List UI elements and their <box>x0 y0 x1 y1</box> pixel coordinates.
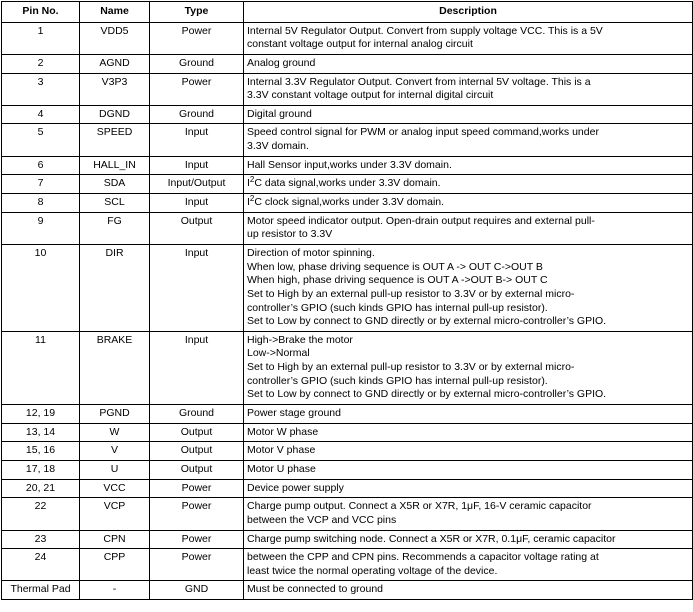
cell-type: Input <box>150 156 244 175</box>
cell-pin-no: 9 <box>2 212 80 244</box>
description-line: Speed control signal for PWM or analog input speed command,works under <box>247 126 599 139</box>
table-row <box>2 244 693 331</box>
cell-description <box>244 105 693 124</box>
table-row <box>2 442 693 461</box>
table-header-row <box>2 2 693 23</box>
cell-description <box>244 479 693 498</box>
description-line: Charge pump switching node. Connect a X5R or X7R, 0.1μF, ceramic capacitor <box>247 532 616 545</box>
description-line: between the VCP and VCC pins <box>247 513 397 526</box>
column-header-type: Type <box>150 2 244 23</box>
cell-type: Output <box>150 442 244 461</box>
description-line: least twice the normal operating voltage of the device. <box>247 564 498 577</box>
table-row <box>2 460 693 479</box>
description-line: constant voltage output for internal analog circuit <box>247 38 473 51</box>
cell-pin-no: 1 <box>2 22 80 54</box>
cell-type: Ground <box>150 405 244 424</box>
cell-pin-no: 15, 16 <box>2 442 80 461</box>
description-line: $I^2C$ data signal,works under 3.3V domain. <box>247 175 441 190</box>
cell-type: Output <box>150 212 244 244</box>
cell-name: VCP <box>80 498 150 530</box>
table-row <box>2 549 693 581</box>
cell-description <box>244 194 693 213</box>
table-row <box>2 498 693 530</box>
cell-name: VCC <box>80 479 150 498</box>
table-row <box>2 194 693 213</box>
description-line: controller’s GPIO (such kinds GPIO has internal pull-up resistor). <box>247 374 548 387</box>
description-line: controller’s GPIO (such kinds GPIO has internal pull-up resistor). <box>247 301 548 314</box>
cell-type: Input/Output <box>150 175 244 194</box>
cell-name: FG <box>80 212 150 244</box>
description-line: Low->Normal <box>247 347 310 360</box>
cell-pin-no: 8 <box>2 194 80 213</box>
cell-pin-no: Thermal Pad <box>2 581 80 600</box>
description-line: up resistor to 3.3V <box>247 228 333 241</box>
cell-name: BRAKE <box>80 331 150 404</box>
description-line: Set to High by an external pull-up resistor to 3.3V or by external micro- <box>247 287 575 300</box>
cell-pin-no: 12, 19 <box>2 405 80 424</box>
cell-description <box>244 212 693 244</box>
cell-name: W <box>80 423 150 442</box>
cell-description <box>244 124 693 156</box>
cell-type: Output <box>150 423 244 442</box>
cell-name: SCL <box>80 194 150 213</box>
cell-type: Ground <box>150 54 244 73</box>
cell-name: CPP <box>80 549 150 581</box>
cell-description <box>244 331 693 404</box>
cell-type: Power <box>150 22 244 54</box>
cell-name: DGND <box>80 105 150 124</box>
cell-type: Output <box>150 460 244 479</box>
table-row <box>2 423 693 442</box>
description-line: 3.3V domain. <box>247 140 309 153</box>
pin-description-table <box>1 1 693 600</box>
table-row <box>2 73 693 105</box>
description-line: between the CPP and CPN pins. Recommends a capacitor voltage rating at <box>247 551 599 564</box>
cell-description <box>244 54 693 73</box>
table-row <box>2 212 693 244</box>
cell-name: U <box>80 460 150 479</box>
cell-type: Ground <box>150 105 244 124</box>
table-row <box>2 124 693 156</box>
cell-pin-no: 13, 14 <box>2 423 80 442</box>
cell-type: Input <box>150 244 244 331</box>
cell-type: Power <box>150 530 244 549</box>
cell-pin-no: 7 <box>2 175 80 194</box>
cell-description <box>244 22 693 54</box>
cell-pin-no: 24 <box>2 549 80 581</box>
description-line: Internal 5V Regulator Output. Convert from supply voltage VCC. This is a 5V <box>247 24 603 37</box>
description-line: Set to Low by connect to GND directly or by external micro-controller’s GPIO. <box>247 388 607 401</box>
description-line: Power stage ground <box>247 407 341 420</box>
description-line: Analog ground <box>247 56 316 69</box>
cell-pin-no: 23 <box>2 530 80 549</box>
description-line: Set to Low by connect to GND directly or by external micro-controller’s GPIO. <box>247 315 607 328</box>
description-line: Motor U phase <box>247 462 316 475</box>
cell-type: Input <box>150 194 244 213</box>
description-line: When low, phase driving sequence is OUT A -> OUT C->OUT B <box>247 260 543 273</box>
cell-name: SDA <box>80 175 150 194</box>
cell-name: V <box>80 442 150 461</box>
description-line: Device power supply <box>247 481 344 494</box>
cell-name: VDD5 <box>80 22 150 54</box>
table-row <box>2 54 693 73</box>
cell-description <box>244 244 693 331</box>
cell-pin-no: 10 <box>2 244 80 331</box>
cell-pin-no: 5 <box>2 124 80 156</box>
description-line: $I^2C$ clock signal,works under 3.3V domain. <box>247 194 445 209</box>
description-line: Hall Sensor input,works under 3.3V domain. <box>247 158 452 171</box>
description-line: Motor V phase <box>247 444 316 457</box>
cell-description <box>244 460 693 479</box>
table-row <box>2 105 693 124</box>
description-line: Motor speed indicator output. Open-drain output requires and external pull- <box>247 214 595 227</box>
cell-type: Input <box>150 124 244 156</box>
description-line: When high, phase driving sequence is OUT A ->OUT B-> OUT C <box>247 274 548 287</box>
cell-type: Power <box>150 479 244 498</box>
cell-pin-no: 3 <box>2 73 80 105</box>
description-line: Set to High by an external pull-up resistor to 3.3V or by external micro- <box>247 361 575 374</box>
cell-description <box>244 175 693 194</box>
cell-name: HALL_IN <box>80 156 150 175</box>
description-line: Must be connected to ground <box>247 583 384 596</box>
table-row <box>2 405 693 424</box>
description-line: Charge pump output. Connect a X5R or X7R, 1μF, 16-V ceramic capacitor <box>247 500 592 513</box>
description-line: Motor W phase <box>247 425 319 438</box>
column-header-pin-no: Pin No. <box>2 2 80 23</box>
cell-description <box>244 530 693 549</box>
description-line: 3.3V constant voltage output for internal digital circuit <box>247 89 494 102</box>
cell-name: V3P3 <box>80 73 150 105</box>
cell-pin-no: 4 <box>2 105 80 124</box>
cell-type: Power <box>150 73 244 105</box>
cell-pin-no: 6 <box>2 156 80 175</box>
table-body <box>2 22 693 599</box>
cell-name: - <box>80 581 150 600</box>
cell-name: AGND <box>80 54 150 73</box>
cell-pin-no: 2 <box>2 54 80 73</box>
cell-pin-no: 22 <box>2 498 80 530</box>
table-row <box>2 581 693 600</box>
description-line: Digital ground <box>247 107 312 120</box>
cell-name: DIR <box>80 244 150 331</box>
cell-description <box>244 405 693 424</box>
cell-description <box>244 549 693 581</box>
table-row <box>2 175 693 194</box>
cell-pin-no: 20, 21 <box>2 479 80 498</box>
description-line: Direction of motor spinning. <box>247 246 375 259</box>
description-line: Internal 3.3V Regulator Output. Convert from internal 5V voltage. This is a <box>247 75 591 88</box>
cell-description <box>244 156 693 175</box>
table-row <box>2 479 693 498</box>
cell-description <box>244 423 693 442</box>
cell-type: GND <box>150 581 244 600</box>
cell-pin-no: 17, 18 <box>2 460 80 479</box>
cell-description <box>244 498 693 530</box>
table-row <box>2 22 693 54</box>
table-row <box>2 530 693 549</box>
cell-name: SPEED <box>80 124 150 156</box>
cell-type: Input <box>150 331 244 404</box>
table-row <box>2 156 693 175</box>
cell-type: Power <box>150 498 244 530</box>
cell-description <box>244 73 693 105</box>
column-header-description: Description <box>244 2 693 23</box>
cell-description <box>244 581 693 600</box>
table-row <box>2 331 693 404</box>
cell-type: Power <box>150 549 244 581</box>
cell-description <box>244 442 693 461</box>
cell-name: CPN <box>80 530 150 549</box>
column-header-name: Name <box>80 2 150 23</box>
cell-pin-no: 11 <box>2 331 80 404</box>
description-line: High->Brake the motor <box>247 333 353 346</box>
cell-name: PGND <box>80 405 150 424</box>
